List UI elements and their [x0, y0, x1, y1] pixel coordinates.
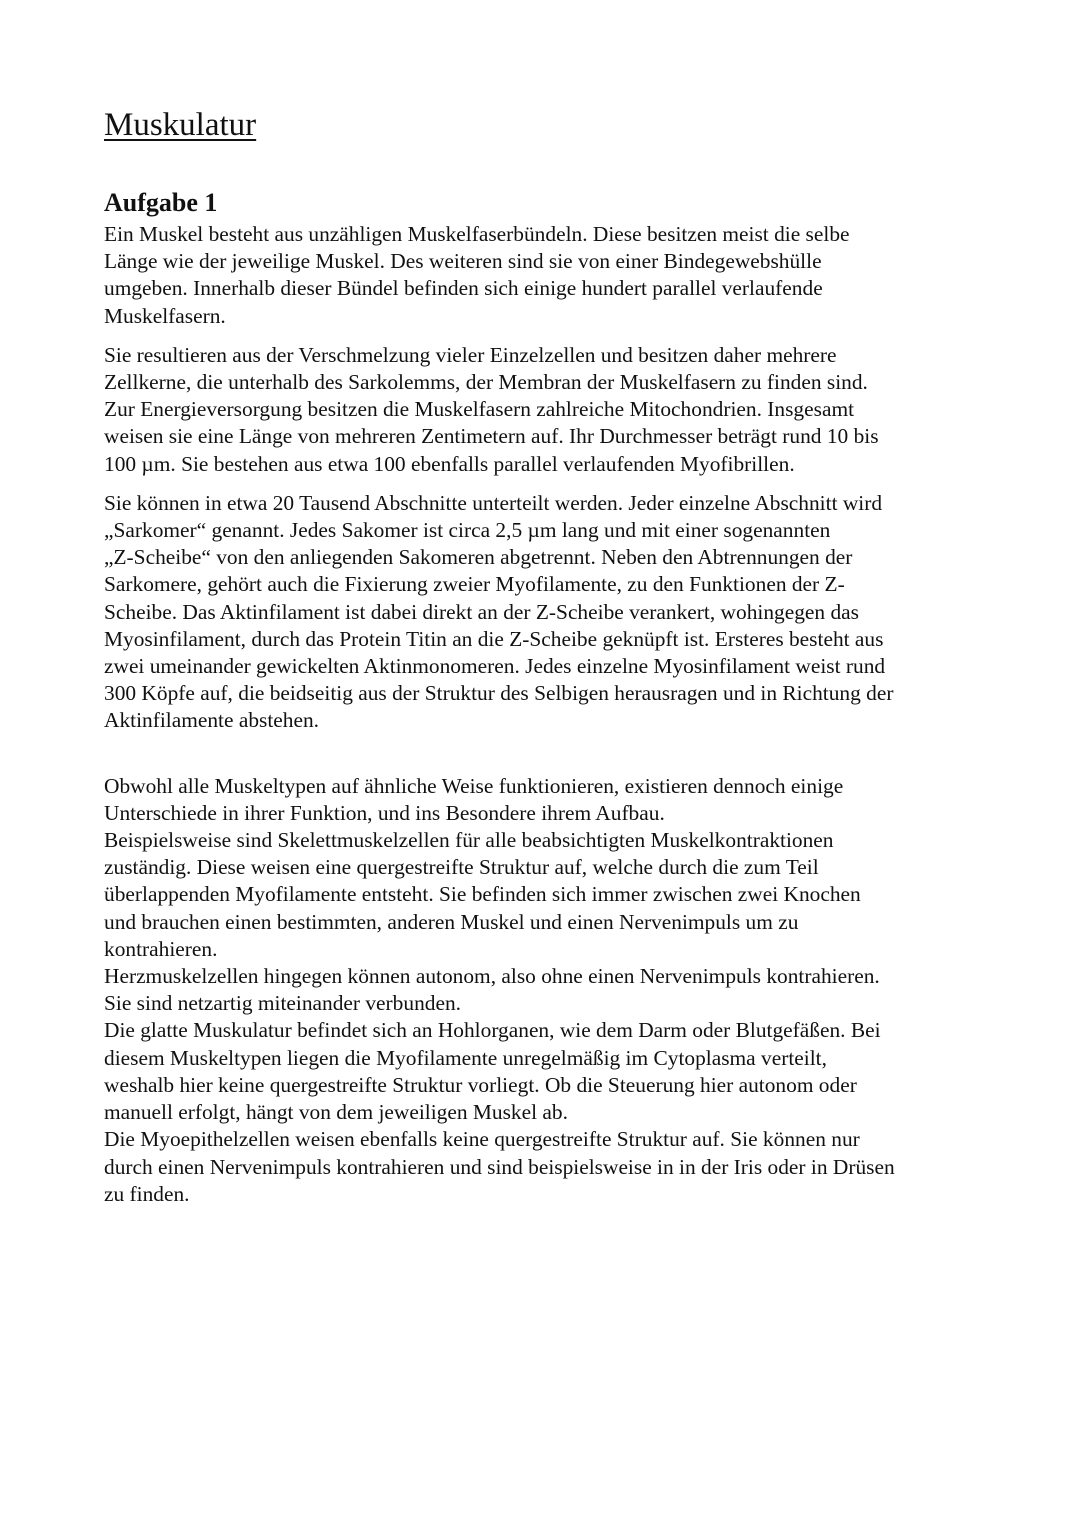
- text-line: Zellkerne, die unterhalb des Sarkolemms, der Membran der Muskelfasern zu finden sind.: [104, 370, 868, 395]
- text-line: Sie resultieren aus der Verschmelzung vieler Einzelzellen und besitzen daher mehrere: [104, 342, 837, 367]
- text-line: Zur Energieversorgung besitzen die Muskelfasern zahlreiche Mitochondrien. Insgesamt: [104, 397, 855, 422]
- text-line: überlappenden Myofilamente entsteht. Sie befinden sich immer zwischen zwei Knochen: [104, 882, 861, 907]
- paragraph-4: [104, 773, 984, 1208]
- text-line: zu finden.: [104, 1181, 190, 1206]
- text-line: Die Myoepithelzellen weisen ebenfalls keine quergestreifte Struktur auf. Sie können nur: [104, 1127, 860, 1152]
- text-line: und brauchen einen bestimmten, anderen Muskel und einen Nervenimpuls um zu: [104, 909, 799, 934]
- text-line: 100 µm. Sie bestehen aus etwa 100 ebenfalls parallel verlaufenden Myofibrillen.: [104, 451, 795, 476]
- text-line: Unterschiede in ihrer Funktion, und ins Besondere ihrem Aufbau.: [104, 800, 665, 825]
- text-line: zwei umeinander gewickelten Aktinmonomeren. Jedes einzelne Myosinfilament weist rund: [104, 654, 886, 679]
- text-line: weisen sie eine Länge von mehreren Zentimetern auf. Ihr Durchmesser beträgt rund 10 bis: [104, 424, 879, 449]
- text-line: „Sarkomer“ genannt. Jedes Sakomer ist circa 2,5 µm lang und mit einer sogenannten: [104, 518, 831, 543]
- text-line: umgeben. Innerhalb dieser Bündel befinden sich einige hundert parallel verlaufende: [104, 276, 823, 301]
- text-line: Muskelfasern.: [104, 303, 226, 328]
- paragraph-3: [104, 490, 984, 735]
- text-line: Herzmuskelzellen hingegen können autonom, also ohne einen Nervenimpuls kontrahieren.: [104, 964, 880, 989]
- text-line: manuell erfolgt, hängt von dem jeweiligen Muskel ab.: [104, 1100, 568, 1125]
- text-line: Sie können in etwa 20 Tausend Abschnitte unterteilt werden. Jeder einzelne Abschnitt wird: [104, 490, 883, 515]
- text-line: Beispielsweise sind Skelettmuskelzellen für alle beabsichtigten Muskelkontraktionen: [104, 828, 834, 853]
- text-line: zuständig. Diese weisen eine quergestreifte Struktur auf, welche durch die zum Teil: [104, 855, 819, 880]
- text-line: Scheibe. Das Aktinfilament ist dabei direkt an der Z-Scheibe verankert, wohingegen das: [104, 599, 859, 624]
- paragraph-2: [104, 342, 984, 478]
- text-line: kontrahieren.: [104, 936, 218, 961]
- section-heading: Aufgabe 1: [104, 188, 218, 217]
- text-line: Länge wie der jeweilige Muskel. Des weiteren sind sie von einer Bindegewebshülle: [104, 249, 822, 274]
- text-line: diesem Muskeltypen liegen die Myofilamente unregelmäßig im Cytoplasma verteilt,: [104, 1045, 827, 1070]
- text-line: Sarkomere, gehört auch die Fixierung zweier Myofilamente, zu den Funktionen der Z-: [104, 572, 845, 597]
- text-line: Myosinfilament, durch das Protein Titin an die Z-Scheibe geknüpft ist. Ersteres besteht aus: [104, 626, 884, 651]
- text-line: „Z-Scheibe“ von den anliegenden Sakomeren abgetrennt. Neben den Abtrennungen der: [104, 545, 853, 570]
- paragraph-1: [104, 221, 984, 330]
- document-title: Muskulatur: [104, 107, 257, 143]
- document-body: [104, 221, 984, 1208]
- text-line: Aktinfilamente abstehen.: [104, 708, 320, 733]
- text-line: Sie sind netzartig miteinander verbunden.: [104, 991, 461, 1016]
- text-line: weshalb hier keine quergestreifte Struktur vorliegt. Ob die Steuerung hier autonom oder: [104, 1072, 857, 1097]
- text-line: 300 Köpfe auf, die beidseitig aus der Struktur des Selbigen herausragen und in Richtung der: [104, 681, 894, 706]
- text-line: Die glatte Muskulatur befindet sich an Hohlorganen, wie dem Darm oder Blutgefäßen. Bei: [104, 1018, 881, 1043]
- text-line: durch einen Nervenimpuls kontrahieren und sind beispielsweise in in der Iris oder in Drüsen: [104, 1154, 895, 1179]
- text-line: Ein Muskel besteht aus unzähligen Muskelfaserbündeln. Diese besitzen meist die selbe: [104, 222, 850, 246]
- text-line: Obwohl alle Muskeltypen auf ähnliche Weise funktionieren, existieren dennoch einige: [104, 773, 844, 798]
